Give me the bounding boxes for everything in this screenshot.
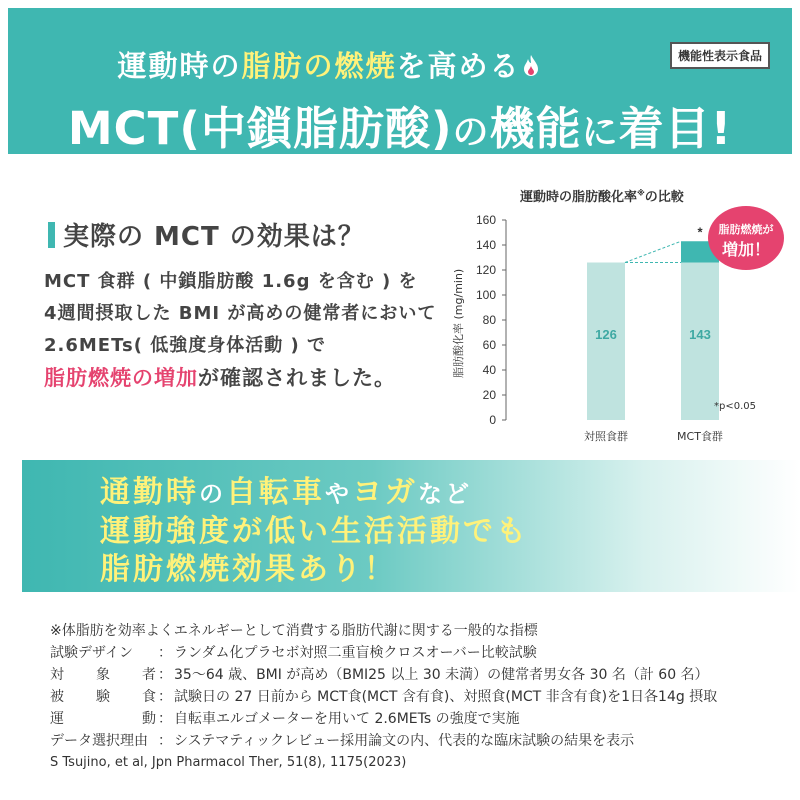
note-separator: ： xyxy=(158,711,172,727)
note-row xyxy=(50,686,790,708)
title-mct: MCT xyxy=(67,102,180,155)
effect-heading xyxy=(48,216,365,253)
banner-line-2: 運動強度が低い生活活動でも xyxy=(100,514,529,549)
effect-line-3: 2.6METs( 低強度身体活動 ) で xyxy=(44,335,326,356)
y-tick-label: 160 xyxy=(475,213,496,227)
title-function: 機能 xyxy=(489,102,582,155)
bubble-line-2: 増加！ xyxy=(721,240,770,259)
subtitle-text-b: を高める xyxy=(396,49,521,83)
effect-line-4 xyxy=(44,362,464,396)
note-row xyxy=(50,664,790,686)
category-label: MCT食群 xyxy=(677,430,723,443)
citation: S Tsujino, et al, Jpn Pharmacol Ther, 51(8), 1175(2023) xyxy=(50,755,407,770)
note-key: 対 象 者 xyxy=(50,667,156,683)
y-tick-label: 0 xyxy=(489,413,496,427)
title-mcfa: (中鎖脂肪酸) xyxy=(179,102,453,155)
y-tick-label: 140 xyxy=(475,238,496,252)
functional-food-badge: 機能性表示食品 xyxy=(670,42,770,69)
footnote: ※体脂肪を効率よくエネルギーとして消費する脂肪代謝に関する一般的な指標 xyxy=(50,623,538,639)
note-key: データ選択理由 xyxy=(50,733,148,749)
note-key: 試験デザイン xyxy=(50,645,134,661)
y-tick-label: 60 xyxy=(482,338,496,352)
title-particle-no: の xyxy=(452,112,490,153)
note-separator: ： xyxy=(158,667,172,683)
banner-text xyxy=(100,474,529,589)
increase-dashed-line xyxy=(625,241,681,262)
title-focus: 着目! xyxy=(618,102,733,155)
subtitle-text-a: 運動時の xyxy=(117,49,242,83)
y-tick-label: 120 xyxy=(475,263,496,277)
effect-heading-text: 実際の MCT の効果は？ xyxy=(63,222,365,252)
y-tick-label: 80 xyxy=(482,313,496,327)
increase-bubble xyxy=(708,206,784,270)
note-value: 自転車エルゴメーターを用いて 2.6METs の強度で実施 xyxy=(174,711,520,727)
note-key: 被 験 食 xyxy=(50,689,156,705)
header-title xyxy=(8,92,792,157)
category-label: 対照食群 xyxy=(584,430,628,443)
banner-commute: 通勤時 xyxy=(100,475,199,510)
note-separator: ： xyxy=(158,733,172,749)
fat-oxidation-chart xyxy=(460,200,740,450)
note-separator: ： xyxy=(158,645,172,661)
note-row xyxy=(50,730,790,752)
banner-bicycle: 自転車 xyxy=(226,475,325,510)
study-notes xyxy=(50,620,790,752)
chart-title-suffix: の比較 xyxy=(644,190,684,205)
banner-nado: など xyxy=(418,480,472,508)
effect-line-1: MCT 食群 ( 中鎖脂肪酸 1.6g を含む ) を xyxy=(44,271,418,292)
y-axis-label: 脂肪酸化率 (mg/min) xyxy=(452,268,465,378)
banner-particle-ya: や xyxy=(325,480,352,508)
note-separator: ： xyxy=(158,689,172,705)
effect-line-2: 4週間摂取した BMI が高めの健常者において xyxy=(44,303,437,324)
banner-line-3: 脂肪燃焼効果あり！ xyxy=(100,552,397,587)
chart-title-mark: ※ xyxy=(637,188,645,198)
y-tick-label: 40 xyxy=(482,363,496,377)
p-value-note: *p<0.05 xyxy=(714,401,756,412)
flame-icon xyxy=(523,51,539,85)
note-value: ランダム化プラセボ対照二重盲検クロスオーバー比較試験 xyxy=(174,645,537,661)
bubble-line-1: 脂肪燃焼が xyxy=(718,223,774,236)
effect-accent-text: 脂肪燃焼の増加 xyxy=(44,366,198,390)
banner-yoga: ヨガ xyxy=(352,475,418,510)
bar-value-label: 126 xyxy=(595,326,617,342)
y-tick-label: 20 xyxy=(482,388,496,402)
activity-banner xyxy=(22,460,800,592)
note-key: 運 動 xyxy=(50,711,156,727)
note-value: 35～64 歳、BMI が高め（BMI25 以上 30 未満）の健常者男女各 30 名（計 60 名） xyxy=(174,667,709,683)
y-tick-label: 100 xyxy=(475,288,496,302)
chart-title-text: 運動時の脂肪酸化率 xyxy=(520,190,638,205)
effect-rest-text: が確認されました。 xyxy=(198,366,396,390)
significance-mark: * xyxy=(697,224,703,240)
banner-line-1 xyxy=(100,474,529,513)
title-particle-ni: に xyxy=(581,112,619,153)
note-value: システマティックレビュー採用論文の内、代表的な臨床試験の結果を表示 xyxy=(174,733,635,749)
header-banner xyxy=(8,8,792,154)
header-subtitle xyxy=(8,44,648,85)
note-row xyxy=(50,642,790,664)
note-value: 試験日の 27 日前から MCT食(MCT 含有食)、対照食(MCT 非含有食)を1日各14g 摂取 xyxy=(174,689,718,705)
bar-value-label: 143 xyxy=(689,326,711,342)
subtitle-highlight: 脂肪の燃焼 xyxy=(241,49,397,83)
banner-particle-no: の xyxy=(199,480,226,508)
heading-accent-bar xyxy=(48,222,55,248)
note-row xyxy=(50,708,790,730)
effect-body xyxy=(44,266,464,396)
